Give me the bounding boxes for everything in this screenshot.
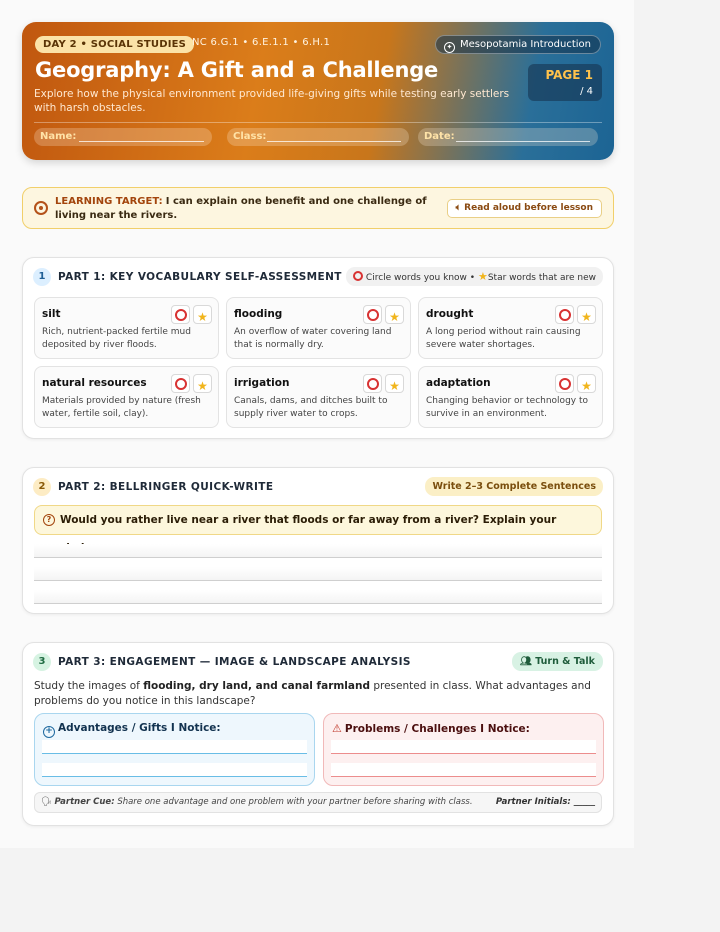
writing-line[interactable]	[34, 590, 602, 604]
speech-icon: 🗣︎	[41, 797, 55, 807]
instructions-circle: Circle words you know	[365, 273, 467, 283]
page-total: / 4	[580, 86, 593, 97]
star-button[interactable]	[577, 305, 596, 324]
date-label: Date:	[424, 131, 455, 142]
star-icon: ★	[389, 310, 400, 324]
circle-icon	[353, 271, 363, 281]
advantages-line[interactable]	[42, 740, 307, 754]
learning-target-statement: I can explain one benefit and one challenge of living near the rivers.	[55, 196, 427, 221]
star-button[interactable]	[385, 374, 404, 393]
circle-icon	[367, 309, 379, 321]
vocab-definition: Changing behavior or technology to survive in an environment.	[426, 396, 588, 419]
standards-text: NC 6.G.1 • 6.E.1.1 • 6.H.1	[192, 37, 331, 48]
compass-icon: ✦	[444, 42, 455, 53]
vocab-definition: Canals, dams, and ditches built to supply river water to crops.	[234, 396, 388, 419]
write-sentences-pill: Write 2–3 Complete Sentences	[425, 477, 603, 496]
read-aloud-label: Read aloud before lesson	[464, 203, 593, 213]
problems-line[interactable]	[331, 763, 596, 777]
unit-label: Mesopotamia Introduction	[459, 39, 591, 50]
partner-cue	[34, 792, 602, 813]
class-label: Class:	[233, 131, 267, 142]
problems-label: Problems / Challenges I Notice:	[344, 723, 530, 735]
day-badge: DAY 2 • SOCIAL STUDIES	[35, 36, 194, 53]
class-field[interactable]	[227, 128, 409, 146]
people-icon: 👥︎	[519, 656, 536, 667]
warning-icon: ⚠︎	[332, 722, 342, 735]
page-indicator	[528, 64, 602, 101]
analysis-instructions	[34, 679, 604, 709]
question-icon: ?	[43, 514, 55, 526]
circle-icon	[559, 309, 571, 321]
header-divider	[34, 122, 602, 123]
name-label: Name:	[40, 131, 77, 142]
vocab-card	[226, 297, 411, 359]
circle-button[interactable]	[171, 305, 190, 324]
vocab-term: adaptation	[426, 377, 491, 389]
instructions-separator: •	[469, 273, 476, 283]
star-icon: ★	[477, 270, 488, 283]
target-icon	[34, 201, 48, 215]
star-icon: ★	[197, 379, 208, 393]
advantages-label: Advantages / Gifts I Notice:	[58, 722, 221, 734]
vocab-definition: Materials provided by nature (fresh water, fertile soil, clay).	[42, 396, 201, 419]
vocab-term: irrigation	[234, 377, 290, 389]
vocab-definition: Rich, nutrient-packed fertile mud deposited by river floods.	[42, 327, 191, 350]
problems-title	[332, 722, 530, 735]
name-line	[79, 141, 204, 142]
star-button[interactable]	[193, 305, 212, 324]
vocab-term: drought	[426, 308, 474, 320]
writing-line[interactable]	[34, 544, 602, 558]
read-aloud-button[interactable]	[447, 199, 602, 218]
circle-button[interactable]	[555, 374, 574, 393]
circle-icon	[367, 378, 379, 390]
part1-number: 1	[33, 268, 51, 286]
header-banner	[22, 22, 614, 160]
learning-target	[22, 187, 614, 229]
vocab-term: flooding	[234, 308, 283, 320]
part3-title: PART 3: ENGAGEMENT — IMAGE & LANDSCAPE ANALYSIS	[58, 656, 411, 668]
circle-icon	[175, 378, 187, 390]
vocab-definition: An overflow of water covering land that is normally dry.	[234, 327, 392, 350]
partner-initials[interactable]: Partner Initials: _____	[495, 797, 595, 807]
vocab-card	[34, 297, 219, 359]
part2-title: PART 2: BELLRINGER QUICK-WRITE	[58, 481, 274, 493]
plus-circle-icon: +	[43, 726, 55, 738]
vocab-card	[226, 366, 411, 428]
vocab-instructions	[346, 267, 603, 286]
advantages-title	[43, 722, 221, 738]
study-text-post: presented in class. What advantages and problems do you notice in this landscape?	[34, 680, 591, 707]
star-icon: ★	[581, 379, 592, 393]
name-field[interactable]	[34, 128, 212, 146]
speaker-icon: 🔈︎	[455, 203, 465, 213]
vocab-card	[34, 366, 219, 428]
page-title: Geography: A Gift and a Challenge	[35, 58, 439, 82]
part2-card	[22, 467, 614, 614]
star-button[interactable]	[577, 374, 596, 393]
circle-button[interactable]	[555, 305, 574, 324]
study-text-bold: flooding, dry land, and canal farmland	[143, 680, 370, 692]
advantages-box	[34, 713, 315, 786]
vocab-definition: A long period without rain causing severe water shortages.	[426, 327, 581, 350]
star-button[interactable]	[193, 374, 212, 393]
vocab-card	[418, 366, 603, 428]
turn-talk-label: Turn & Talk	[535, 656, 595, 667]
part2-number: 2	[33, 478, 51, 496]
learning-target-text	[55, 195, 455, 223]
page-subtitle: Explore how the physical environment provided life-giving gifts while testing early settlers with harsh obstacles.	[34, 88, 510, 114]
vocab-card	[418, 297, 603, 359]
part3-card	[22, 642, 614, 826]
problems-line[interactable]	[331, 740, 596, 754]
turn-and-talk-pill	[512, 652, 603, 671]
cue-label: Partner Cue:	[54, 797, 115, 807]
page-number: PAGE 1	[545, 68, 593, 82]
vocab-term: natural resources	[42, 377, 147, 389]
part3-number: 3	[33, 653, 51, 671]
quickwrite-prompt	[34, 505, 602, 535]
date-field[interactable]	[418, 128, 598, 146]
star-icon: ★	[389, 379, 400, 393]
vocab-term: silt	[42, 308, 61, 320]
part1-title: PART 1: KEY VOCABULARY SELF-ASSESSMENT	[58, 271, 342, 283]
instructions-star: Star words that are new	[487, 273, 596, 283]
star-icon: ★	[197, 310, 208, 324]
circle-icon	[559, 378, 571, 390]
prompt-text: Would you rather live near a river that floods or far away from a river? Explain your	[60, 514, 557, 526]
star-icon: ★	[581, 310, 592, 324]
cue-text: Share one advantage and one problem with your partner before sharing with class.	[117, 797, 473, 807]
circle-button[interactable]	[171, 374, 190, 393]
learning-target-label: LEARNING TARGET:	[55, 196, 163, 207]
class-line	[267, 141, 401, 142]
unit-pill	[435, 35, 601, 54]
star-button[interactable]	[385, 305, 404, 324]
part1-card	[22, 257, 614, 439]
circle-button[interactable]	[363, 374, 382, 393]
date-line	[456, 141, 590, 142]
circle-icon	[175, 309, 187, 321]
problems-box	[323, 713, 604, 786]
advantages-line[interactable]	[42, 763, 307, 777]
circle-button[interactable]	[363, 305, 382, 324]
writing-line[interactable]	[34, 567, 602, 581]
study-text-pre: Study the images of	[34, 680, 144, 692]
